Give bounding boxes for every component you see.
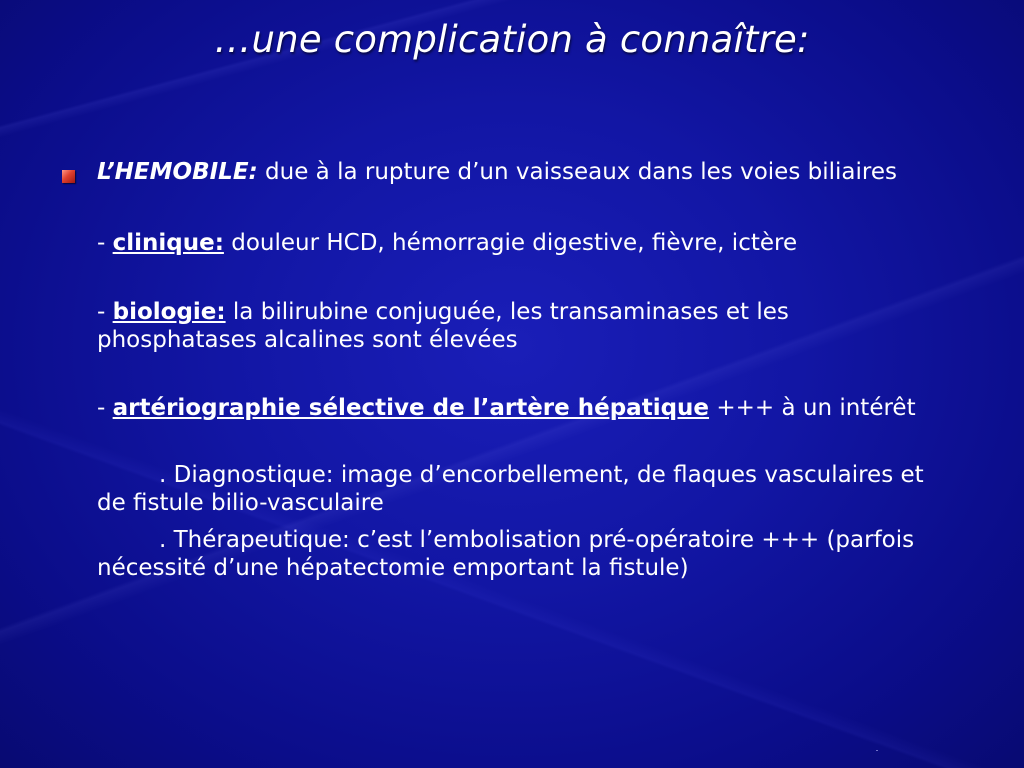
biologie-dash: -	[97, 299, 113, 325]
biologie-text-line1: la bilirubine conjuguée, les transaminases et les	[225, 299, 789, 325]
hemobile-text: due à la rupture d’un vaisseaux dans les voies biliaires	[257, 159, 897, 185]
clinique-paragraph	[97, 229, 797, 257]
clinique-dash: -	[97, 230, 113, 256]
diagnostique-line2: de fistule bilio-vasculaire	[97, 490, 384, 516]
slide-title: …une complication à connaître:	[214, 18, 810, 61]
biologie-text-line2: phosphatases alcalines sont élevées	[97, 327, 518, 353]
arterio-label: artériographie sélective de l’artère hépatique	[112, 395, 710, 421]
therapeutique-paragraph	[97, 526, 914, 582]
arterio-text: +++ à un intérêt	[709, 395, 916, 421]
arterio-paragraph	[97, 394, 916, 422]
bullet-square-icon	[62, 170, 75, 183]
decorative-dot	[876, 750, 878, 751]
hemobile-paragraph	[97, 158, 897, 186]
arterio-dash: -	[97, 395, 113, 421]
hemobile-label: L’HEMOBILE:	[97, 159, 258, 185]
therapeutique-line2: nécessité d’une hépatectomie emportant la fistule)	[97, 555, 689, 581]
diagnostique-line1: . Diagnostique: image d’encorbellement, de flaques vasculaires et	[159, 462, 924, 488]
therapeutique-line1: . Thérapeutique: c’est l’embolisation pré-opératoire +++ (parfois	[159, 527, 915, 553]
biologie-paragraph	[97, 298, 789, 354]
diagnostique-paragraph	[97, 461, 924, 517]
clinique-label: clinique:	[112, 230, 224, 256]
biologie-label: biologie:	[112, 299, 226, 325]
clinique-text: douleur HCD, hémorragie digestive, fièvre, ictère	[223, 230, 798, 256]
